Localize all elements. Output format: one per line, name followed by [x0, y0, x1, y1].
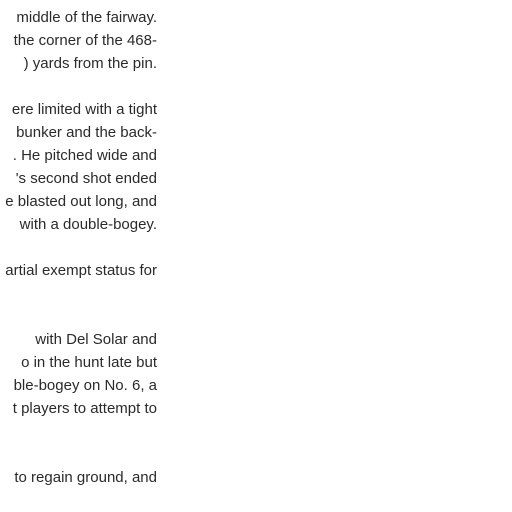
text-line: bunker and the back-: [16, 124, 157, 141]
text-line: e blasted out long, and: [5, 193, 157, 210]
text-line: middle of the fairway.: [16, 9, 157, 26]
text-line: ble-bogey on No. 6, a: [13, 377, 157, 394]
text-line: to regain ground, and: [14, 469, 157, 486]
text-line: artial exempt status for: [5, 262, 157, 279]
text-line: with a double-bogey.: [19, 216, 157, 233]
text-line: . He pitched wide and: [12, 147, 157, 164]
paragraph-2: [0, 98, 157, 236]
text-line: o in the hunt late but: [21, 354, 157, 371]
paragraph-4: [0, 305, 157, 420]
paragraph-1: [0, 0, 157, 75]
paragraph-5: [0, 443, 157, 489]
text-line: 's second shot ended: [15, 170, 157, 187]
text-line: ) yards from the pin.: [23, 55, 157, 72]
text-line: the corner of the 468-: [13, 32, 157, 49]
text-line: with Del Solar and: [35, 331, 157, 348]
paragraph-3: [0, 259, 157, 282]
text-line: ere limited with a tight: [11, 101, 157, 118]
text-line: t players to attempt to: [12, 400, 157, 417]
article-column: [0, 0, 157, 512]
